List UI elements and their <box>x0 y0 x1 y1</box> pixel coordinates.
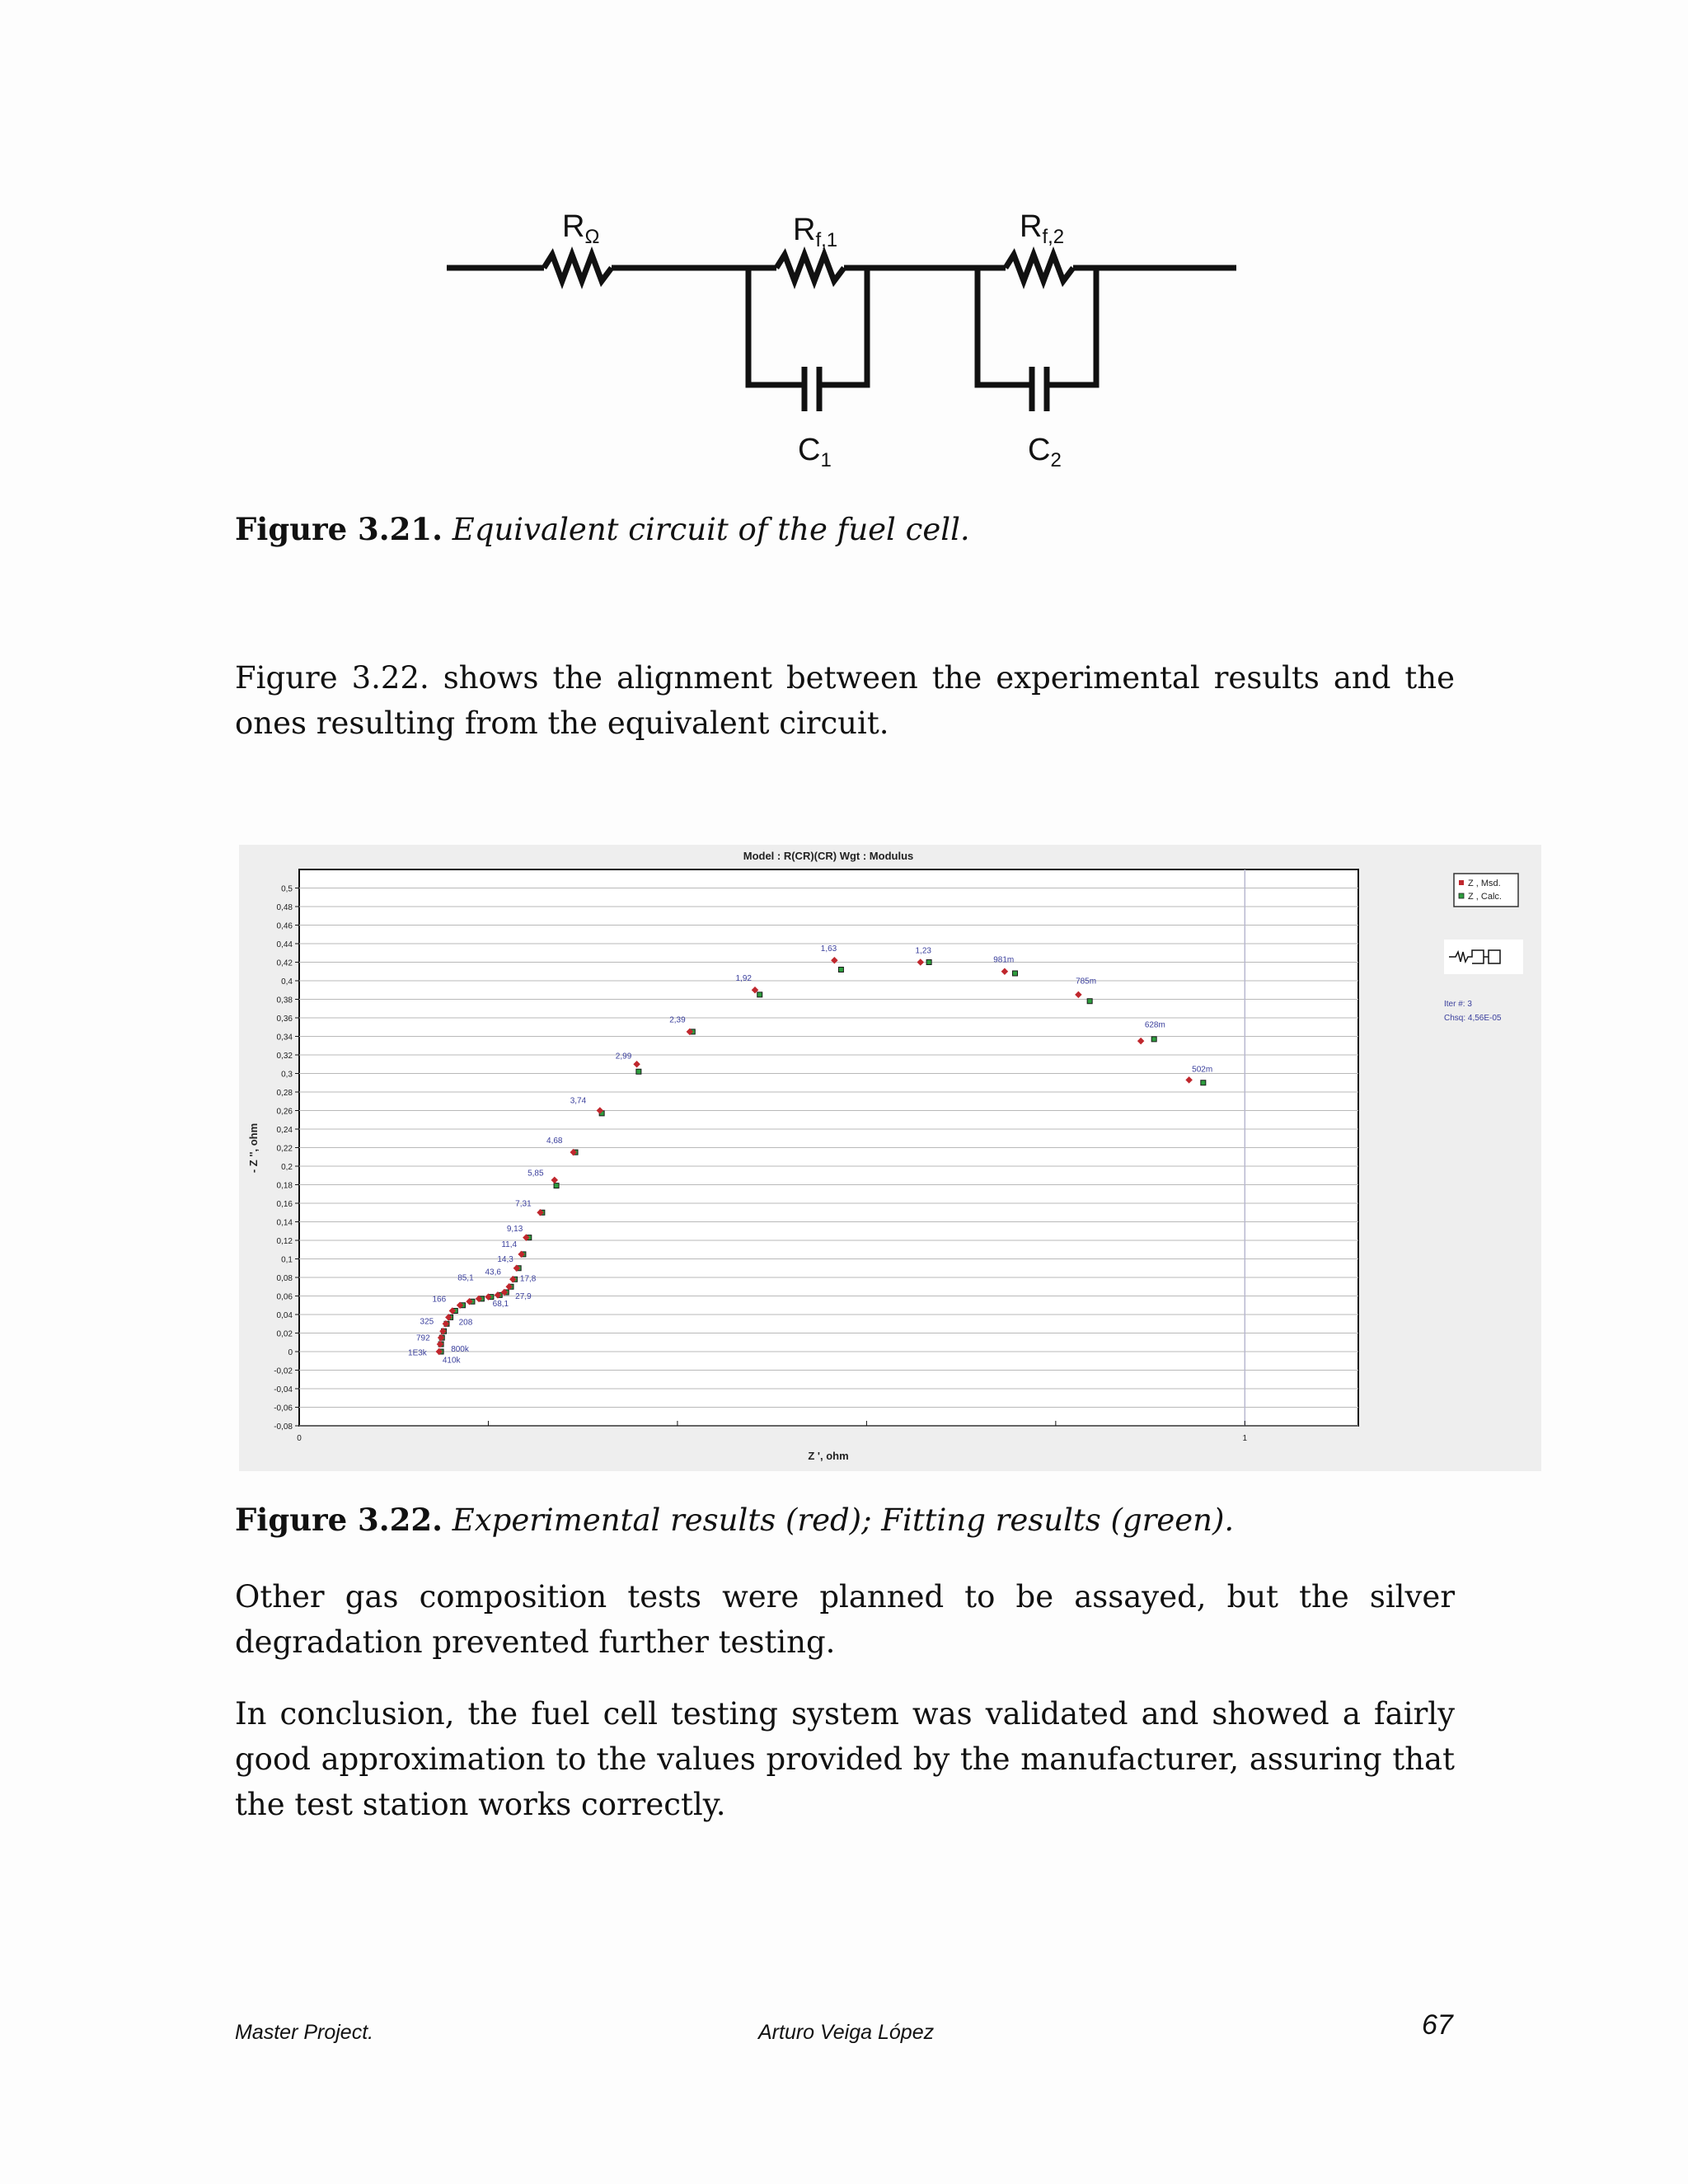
label-r-ohm: $R_\Omega$ <box>562 209 600 248</box>
frequency-label: 792 <box>415 1333 430 1343</box>
y-tick-label: 0,36 <box>276 1015 293 1024</box>
y-tick-label: 0,06 <box>276 1292 293 1302</box>
figure-caption-text: Equivalent circuit of the fuel cell. <box>452 512 970 547</box>
chart-title: Model : R(CR)(CR) Wgt : Modulus <box>743 850 914 862</box>
y-tick-label: 0,02 <box>276 1329 293 1339</box>
y-tick-label: 0,38 <box>276 996 293 1005</box>
label-c1: $C_1$ <box>798 433 832 471</box>
calculated-point <box>1013 971 1018 976</box>
frequency-label: 85,1 <box>457 1273 474 1283</box>
calculated-point <box>1087 999 1092 1004</box>
frequency-label: 14,3 <box>497 1254 513 1264</box>
frequency-label: 502m <box>1192 1065 1213 1075</box>
y-tick-label: 0,16 <box>276 1200 293 1209</box>
frequency-label: 1E3k <box>408 1348 427 1358</box>
label-r-f1: $R_{f,1}$ <box>793 213 838 251</box>
frequency-label: 410k <box>442 1356 461 1366</box>
footer-left: Master Project. <box>235 2021 374 2044</box>
frequency-label: 785m <box>1076 977 1097 987</box>
frequency-label: 1,92 <box>735 974 752 983</box>
y-tick-label: 0,26 <box>276 1107 293 1117</box>
frequency-label: 628m <box>1144 1020 1165 1030</box>
y-tick-label: 0,48 <box>276 903 293 912</box>
calculated-point <box>636 1069 641 1074</box>
x-axis-label: Z ', ohm <box>808 1450 849 1462</box>
resistor-r-ohm <box>544 255 612 281</box>
y-tick-label: 0,44 <box>276 940 293 949</box>
footer-center: Arturo Veiga López <box>758 2021 935 2044</box>
rc-loop-1 <box>748 268 804 385</box>
frequency-label: 43,6 <box>485 1268 501 1277</box>
frequency-label: 17,8 <box>519 1274 537 1284</box>
label-c2: $C_2$ <box>1028 433 1062 471</box>
y-tick-label: 0,18 <box>276 1181 293 1191</box>
calculated-point <box>757 992 762 997</box>
x-tick-label: 1 <box>1242 1434 1248 1443</box>
paragraph: Figure 3.22. shows the alignment between the experimental results and the ones resulting from the equivalent circuit. <box>235 660 1455 741</box>
paragraph: Other gas composition tests were planned to be assayed, but the silver degradation prevented further testing. <box>235 1579 1455 1660</box>
frequency-label: 11,4 <box>501 1240 518 1249</box>
figure-number: Figure 3.22. <box>235 1502 443 1538</box>
x-tick-label: 0 <box>297 1434 302 1443</box>
legend-entry-measured: Z , Msd. <box>1468 879 1501 888</box>
y-tick-label: 0 <box>288 1348 293 1357</box>
frequency-label: 1,23 <box>915 946 931 956</box>
resistor-r-f1 <box>776 255 844 281</box>
frequency-label: 166 <box>432 1295 447 1305</box>
page-number: 67 <box>1422 2009 1453 2041</box>
figure-321-caption <box>235 511 970 547</box>
y-tick-label: 0,4 <box>281 977 293 987</box>
y-tick-label: 0,5 <box>281 884 293 894</box>
frequency-label: 3,74 <box>570 1096 587 1106</box>
legend-marker-calculated <box>1459 893 1464 898</box>
y-tick-label: 0,04 <box>276 1311 293 1320</box>
y-tick-label: 0,32 <box>276 1052 293 1061</box>
y-tick-label: 0,34 <box>276 1033 293 1043</box>
figure-322-caption <box>235 1502 1234 1538</box>
y-tick-label: 0,46 <box>276 921 293 931</box>
y-tick-label: 0,24 <box>276 1126 293 1135</box>
legend-entry-calculated: Z , Calc. <box>1468 892 1502 902</box>
fit-iteration: Iter #: 3 <box>1444 1000 1472 1009</box>
circuit-thumbnail-icon <box>1444 940 1523 974</box>
y-tick-label: 0,08 <box>276 1274 293 1283</box>
figure-number: Figure 3.21. <box>235 511 443 547</box>
frequency-label: 27,9 <box>515 1291 532 1301</box>
calculated-point <box>554 1183 559 1188</box>
calculated-point <box>1151 1037 1156 1042</box>
frequency-label: 208 <box>458 1318 473 1328</box>
y-tick-label: -0,06 <box>274 1404 293 1413</box>
legend <box>1454 874 1518 907</box>
calculated-point <box>838 968 843 972</box>
y-tick-label: 0,1 <box>281 1255 293 1265</box>
y-tick-label: 0,28 <box>276 1089 293 1098</box>
frequency-label: 325 <box>420 1317 434 1327</box>
paragraph: In conclusion, the fuel cell testing system was validated and showed a fairly good approximation to the values provided by the manufacturer, assuring that the test station works correctly. <box>235 1696 1455 1822</box>
y-tick-label: 0,22 <box>276 1144 293 1154</box>
figure-caption-text: Experimental results (red); Fitting results (green). <box>452 1502 1235 1538</box>
frequency-label: 981m <box>993 955 1015 965</box>
frequency-label: 5,85 <box>528 1169 544 1179</box>
y-axis-label: - Z '', ohm <box>247 1122 260 1174</box>
frequency-label: 1,63 <box>820 944 837 954</box>
y-tick-label: -0,04 <box>274 1385 293 1394</box>
y-tick-label: 0,12 <box>276 1237 293 1246</box>
label-r-f2: $R_{f,2}$ <box>1020 209 1065 248</box>
calculated-point <box>1201 1080 1206 1085</box>
y-tick-label: -0,02 <box>274 1366 293 1376</box>
y-tick-label: 0,3 <box>281 1070 293 1080</box>
frequency-label: 2,99 <box>615 1052 632 1062</box>
legend-marker-measured <box>1459 880 1464 885</box>
frequency-label: 2,39 <box>669 1015 686 1025</box>
frequency-label: 7,31 <box>515 1199 532 1209</box>
frequency-label: 9,13 <box>506 1224 523 1234</box>
y-tick-label: 0,14 <box>276 1218 293 1228</box>
frequency-label: 800k <box>451 1345 469 1354</box>
y-tick-label: 0,42 <box>276 958 293 968</box>
resistor-r-f2 <box>1006 255 1073 281</box>
y-tick-label: -0,08 <box>274 1422 293 1432</box>
y-tick-label: 0,2 <box>281 1163 293 1172</box>
equivalent-circuit-diagram <box>437 202 1245 474</box>
frequency-label: 4,68 <box>546 1136 563 1146</box>
frequency-label: 68,1 <box>492 1299 509 1309</box>
nyquist-plot <box>239 845 1541 1471</box>
fit-chisq: Chsq: 4,56E-05 <box>1444 1014 1502 1023</box>
calculated-point <box>926 960 931 965</box>
